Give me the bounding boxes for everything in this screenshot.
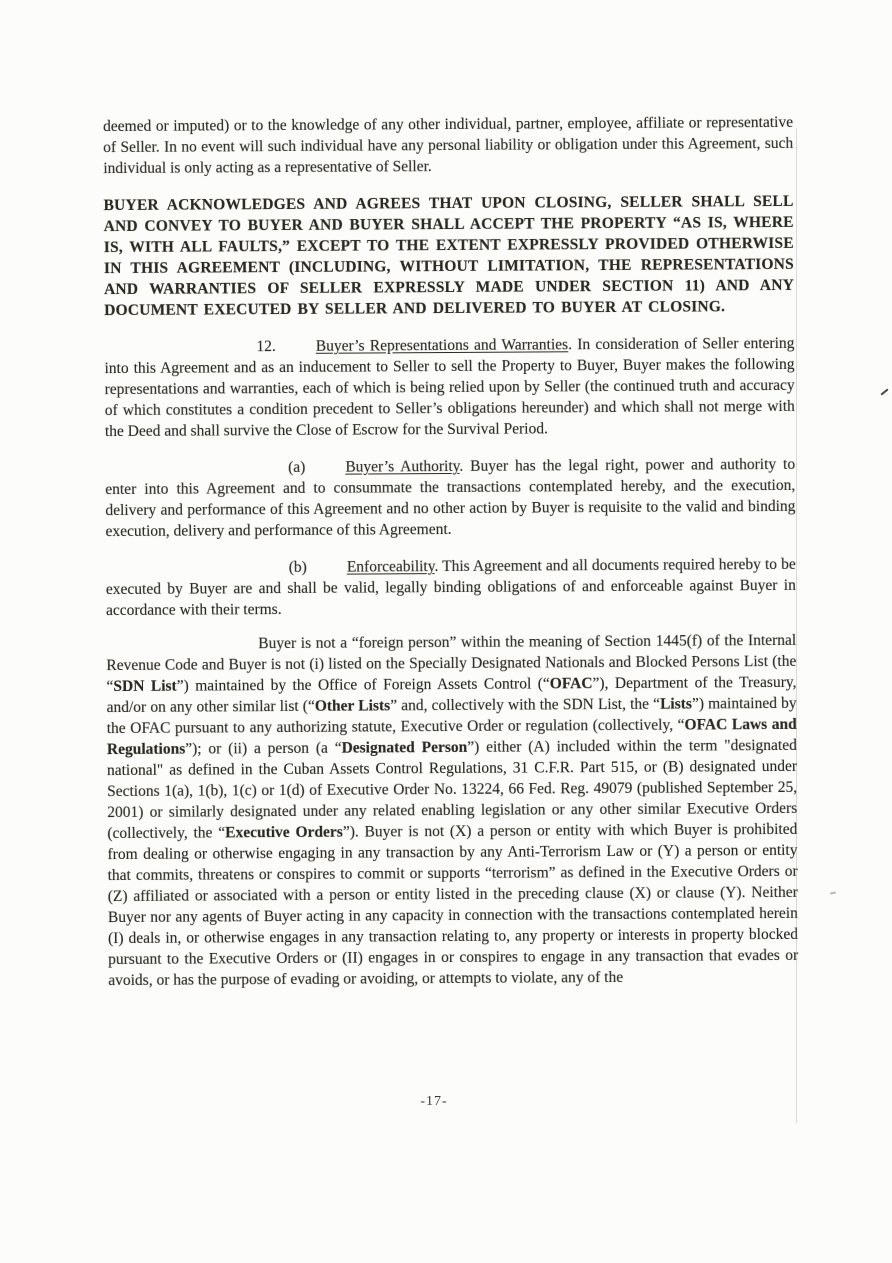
scan-speck	[830, 891, 836, 894]
scan-fold-line	[796, 128, 797, 1123]
text-run: deemed or imputed) or to the knowledge of any other individual, partner, employee, affiliate or representative of Seller. In no event will such individual have any personal liability or obligation under this Agreement, such individual is only acting as a representative of Seller.	[103, 113, 794, 178]
text-run: SDN List	[113, 677, 177, 696]
text-run: ”) either (A) included within the term "designated national" as defined in the Cuban Assets Control Regulations, 31 C.F.R. Part 515, or (B) designated under Sections 1(a), 1(b), 1(c) or 1(d) of Executive Order No. 13224, 66 Fed. Reg. 49079 (published September 25, 2001) or similarly designated under any related enabling legislation or any other similar Executive Orders (collectively, the “	[106, 736, 798, 843]
text-run: Other Lists	[314, 697, 391, 715]
text-run: ”); or (ii) a person (a “	[185, 739, 342, 758]
text-run: Enforceability	[346, 558, 435, 576]
ofac-paragraph	[106, 630, 798, 991]
continuation-paragraph	[103, 112, 793, 179]
section-12-paragraph	[104, 333, 795, 442]
subsection-a-paragraph	[105, 454, 796, 542]
page-number: -17-	[420, 1094, 448, 1109]
text-run: (b)	[288, 558, 307, 576]
text-run: Buyer’s Representations and Warranties	[315, 336, 569, 355]
text-run: (a)	[288, 458, 306, 476]
text-run: OFAC Laws and Regulations	[106, 715, 797, 759]
subsection-b-paragraph	[106, 554, 796, 621]
text-run: OFAC	[549, 675, 593, 693]
text-run: . This Agreement and all documents required hereby to be executed by Buyer are and shall be valid, legally binding obligations of and enforceable against Buyer in accordance with their terms.	[105, 555, 796, 620]
text-run: ”), Department of the Treasury, and/or on any other similar list (“	[106, 673, 797, 717]
text-run: Designated Person	[341, 738, 468, 757]
text-run: BUYER ACKNOWLEDGES AND AGREES THAT UPON CLOSING, SELLER SHALL SELL AND CONVEY TO BUYER AND BUYER SHALL ACCEPT THE PROPERTY “AS IS, WHERE IS, WITH ALL FAULTS,” EXCEPT TO THE EXTENT EXPRESSLY PROVIDED OTHERWISE IN THIS AGREEMENT (INCLUDING, WITHOUT LIMITATION, THE REPRESENTATIONS AND WARRANTIES OF SELLER EXPRESSLY MADE UNDER SECTION 11) AND ANY DOCUMENT EXECUTED BY SELLER AND DELIVERED TO BUYER AT CLOSING.	[103, 192, 795, 320]
text-run: ”) maintained by the Office of Foreign Assets Control (“	[176, 675, 550, 695]
text-run: Buyer’s Authority	[345, 457, 460, 476]
text-run: . Buyer has the legal right, power and authority to enter into this Agreement and to consummate the transactions contemplated hereby, and the execution, delivery and performance of this Agreement and no other action by Buyer is requisite to the valid and binding execution, delivery and performance of this Agreement.	[105, 455, 796, 541]
text-run: . In consideration of Seller entering into this Agreement and as an inducement to Seller to sell the Property to Buyer, Buyer makes the following representations and warranties, each of which is being relied upon by Seller (the continued truth and accuracy of which constitutes a condition precedent to Seller’s obligations hereunder) and which shall not merge with the Deed and shall survive the Close of Escrow for the Survival Period.	[104, 334, 795, 441]
text-run: ” and, collectively with the SDN List, the “	[390, 695, 661, 715]
text-run: ”). Buyer is not (X) a person or entity with which Buyer is prohibited from dealing or otherwise engaging in any transaction by any Anti-Terrorism Law or (Y) a person or entity that commits, threatens or conspires to commit or supports “terrorism” as defined in the Executive Orders or (Z) affiliated or associated with a person or entity listed in the preceding clause (X) or clause (Y). Neither Buyer nor any agents of Buyer acting in any capacity in connection with the transactions contemplated herein (I) deals in, or otherwise engages in any transaction relating to, any property or interests in property blocked pursuant to the Executive Orders or (II) engages in or conspires to engage in any transaction that evades or avoids, or has the purpose of evading or avoiding, or attempts to violate, any of the	[107, 820, 799, 990]
text-run: 12.	[256, 338, 276, 356]
text-run: Executive Orders	[225, 823, 343, 842]
text-run: ”) maintained by the OFAC pursuant to any authorizing statute, Executive Order or regulation (collectively, “	[106, 694, 797, 738]
text-run: Lists	[659, 695, 692, 713]
document-body	[103, 112, 798, 1007]
as-is-disclaimer-paragraph	[103, 191, 794, 321]
text-run: Buyer is not a “foreign person” within the meaning of Section 1445(f) of the Internal Revenue Code and Buyer is not (i) listed on the Specially Designated Nationals and Blocked Persons List (the “	[106, 631, 797, 696]
handwritten-tick-mark	[880, 388, 888, 395]
